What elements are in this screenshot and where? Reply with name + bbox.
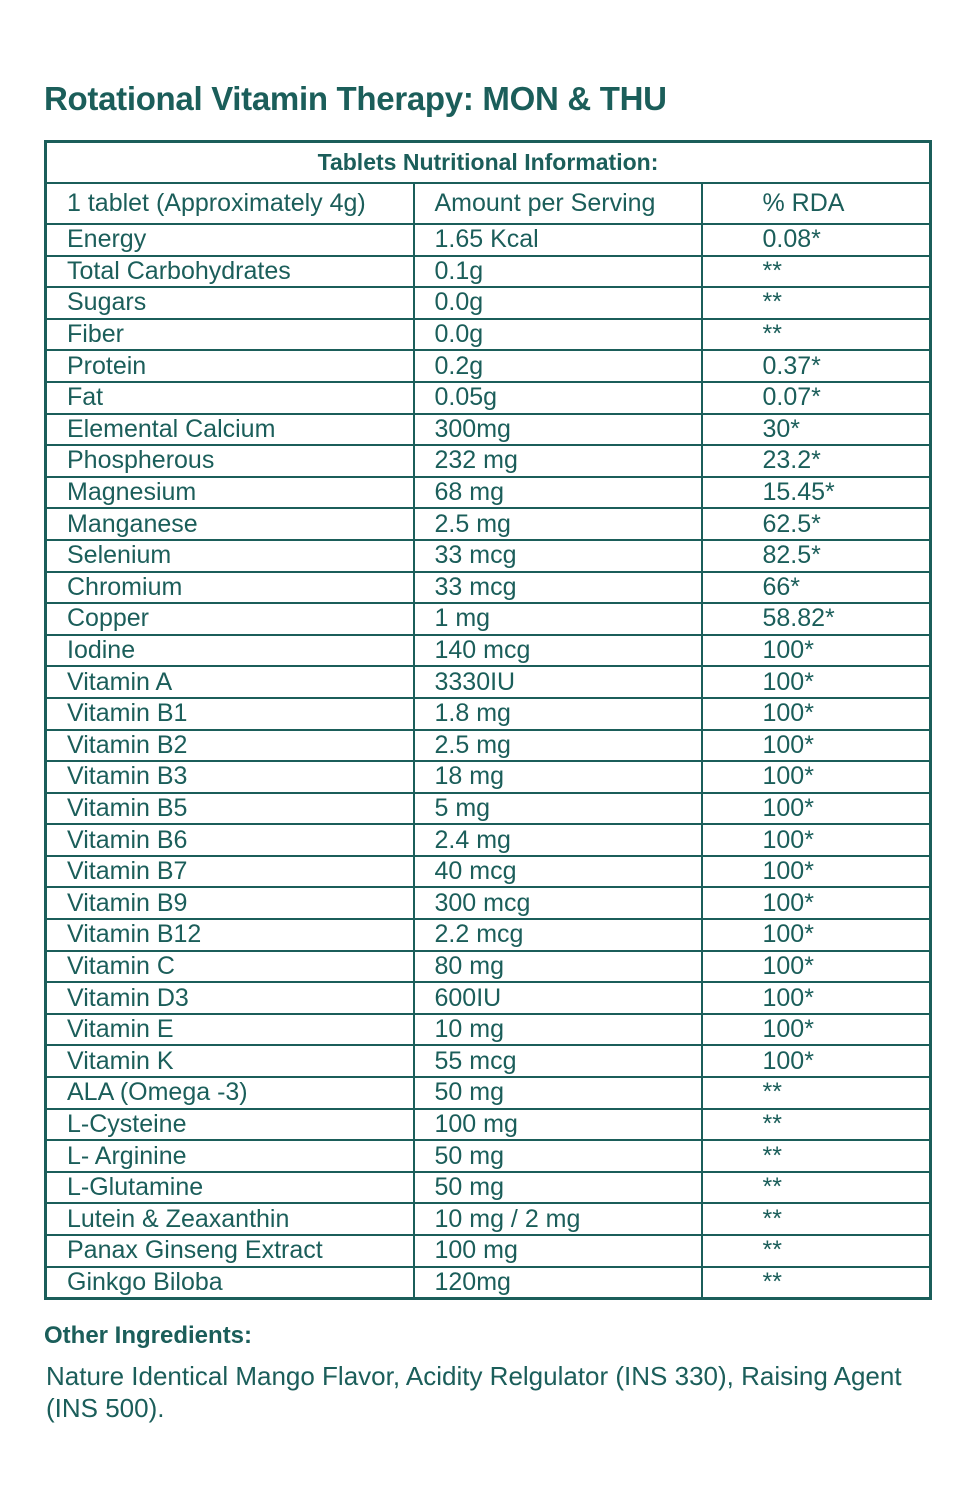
rda-cell: 100*: [702, 793, 931, 825]
nutrient-cell: Lutein & Zeaxanthin: [46, 1203, 414, 1235]
nutrient-cell: Panax Ginseng Extract: [46, 1235, 414, 1267]
rda-cell: 100*: [702, 730, 931, 762]
table-row: [46, 1109, 931, 1141]
table-row: [46, 224, 931, 256]
amount-cell: 10 mg: [414, 1014, 702, 1046]
rda-cell: 0.07*: [702, 382, 931, 414]
rda-cell: 100*: [702, 1014, 931, 1046]
table-row: [46, 1014, 931, 1046]
amount-cell: 10 mg / 2 mg: [414, 1203, 702, 1235]
nutrient-cell: Fat: [46, 382, 414, 414]
table-row: [46, 793, 931, 825]
amount-cell: 2.5 mg: [414, 508, 702, 540]
rda-cell: 100*: [702, 856, 931, 888]
nutrient-cell: Vitamin B2: [46, 730, 414, 762]
page-title: Rotational Vitamin Therapy: MON & THU: [44, 80, 667, 117]
amount-cell: 1 mg: [414, 603, 702, 635]
rda-cell: 62.5*: [702, 508, 931, 540]
table-row: [46, 414, 931, 446]
amount-cell: 1.8 mg: [414, 698, 702, 730]
table-row: [46, 1267, 931, 1299]
nutrition-table: [44, 140, 932, 1300]
rda-cell: 58.82*: [702, 603, 931, 635]
amount-cell: 80 mg: [414, 951, 702, 983]
rda-cell: 30*: [702, 414, 931, 446]
rda-cell: 100*: [702, 698, 931, 730]
amount-cell: 0.0g: [414, 287, 702, 319]
amount-cell: 55 mcg: [414, 1045, 702, 1077]
rda-cell: 82.5*: [702, 540, 931, 572]
table-row: [46, 635, 931, 667]
amount-cell: 0.1g: [414, 256, 702, 288]
nutrient-cell: L-Cysteine: [46, 1109, 414, 1141]
rda-cell: 100*: [702, 951, 931, 983]
amount-cell: 50 mg: [414, 1172, 702, 1204]
nutrient-cell: Manganese: [46, 508, 414, 540]
nutrient-cell: Vitamin B12: [46, 919, 414, 951]
rda-cell: 100*: [702, 919, 931, 951]
table-row: [46, 603, 931, 635]
rda-cell: 23.2*: [702, 445, 931, 477]
rda-cell: **: [702, 1109, 931, 1141]
table-row: [46, 445, 931, 477]
nutrient-cell: Sugars: [46, 287, 414, 319]
nutrient-cell: Vitamin B1: [46, 698, 414, 730]
table-row: [46, 287, 931, 319]
table-row: [46, 508, 931, 540]
amount-cell: 600IU: [414, 982, 702, 1014]
rda-cell: **: [702, 1235, 931, 1267]
nutrient-cell: Fiber: [46, 319, 414, 351]
nutrient-cell: Vitamin B6: [46, 824, 414, 856]
table-row: [46, 824, 931, 856]
nutrient-cell: Vitamin B3: [46, 761, 414, 793]
nutrient-cell: Vitamin D3: [46, 982, 414, 1014]
table-body: [46, 224, 931, 1299]
nutrient-cell: Vitamin C: [46, 951, 414, 983]
table-row: [46, 982, 931, 1014]
amount-cell: 50 mg: [414, 1077, 702, 1109]
rda-cell: **: [702, 1203, 931, 1235]
table-row: [46, 319, 931, 351]
nutrient-cell: Vitamin E: [46, 1014, 414, 1046]
amount-cell: 5 mg: [414, 793, 702, 825]
table-row: [46, 1203, 931, 1235]
table-row: [46, 350, 931, 382]
rda-cell: **: [702, 1172, 931, 1204]
table-row: [46, 1235, 931, 1267]
amount-cell: 0.0g: [414, 319, 702, 351]
table-row: [46, 1045, 931, 1077]
amount-cell: 0.2g: [414, 350, 702, 382]
rda-cell: **: [702, 287, 931, 319]
rda-cell: 100*: [702, 982, 931, 1014]
amount-cell: 100 mg: [414, 1109, 702, 1141]
rda-cell: 100*: [702, 1045, 931, 1077]
rda-cell: **: [702, 1077, 931, 1109]
nutrient-cell: Chromium: [46, 572, 414, 604]
amount-cell: 120mg: [414, 1267, 702, 1299]
rda-cell: 100*: [702, 887, 931, 919]
nutrient-cell: Vitamin K: [46, 1045, 414, 1077]
table-row: [46, 540, 931, 572]
table-row: [46, 919, 931, 951]
amount-cell: 100 mg: [414, 1235, 702, 1267]
table-row: [46, 887, 931, 919]
rda-cell: **: [702, 319, 931, 351]
table-row: [46, 666, 931, 698]
table-row: [46, 730, 931, 762]
table-heading: Tablets Nutritional Information:: [46, 142, 931, 184]
rda-cell: 15.45*: [702, 477, 931, 509]
amount-cell: 2.5 mg: [414, 730, 702, 762]
rda-cell: 100*: [702, 761, 931, 793]
rda-cell: 100*: [702, 824, 931, 856]
amount-cell: 2.4 mg: [414, 824, 702, 856]
amount-cell: 2.2 mcg: [414, 919, 702, 951]
rda-cell: **: [702, 1267, 931, 1299]
rda-cell: 0.37*: [702, 350, 931, 382]
nutrient-cell: Vitamin A: [46, 666, 414, 698]
amount-cell: 33 mcg: [414, 572, 702, 604]
table-row: [46, 1140, 931, 1172]
table-row: [46, 572, 931, 604]
amount-cell: 68 mg: [414, 477, 702, 509]
rda-cell: **: [702, 1140, 931, 1172]
table-row: [46, 698, 931, 730]
table-row: [46, 382, 931, 414]
nutrient-cell: Selenium: [46, 540, 414, 572]
table-row: [46, 256, 931, 288]
column-header-rda: % RDA: [702, 183, 931, 224]
nutrient-cell: Elemental Calcium: [46, 414, 414, 446]
amount-cell: 3330IU: [414, 666, 702, 698]
table-row: [46, 477, 931, 509]
nutrient-cell: ALA (Omega -3): [46, 1077, 414, 1109]
rda-cell: 100*: [702, 635, 931, 667]
column-header-nutrient: 1 tablet (Approximately 4g): [46, 183, 414, 224]
rda-cell: **: [702, 256, 931, 288]
nutrient-cell: Magnesium: [46, 477, 414, 509]
nutrient-cell: Phospherous: [46, 445, 414, 477]
nutrient-cell: Iodine: [46, 635, 414, 667]
nutrient-cell: Vitamin B5: [46, 793, 414, 825]
amount-cell: 300 mcg: [414, 887, 702, 919]
other-ingredients-text: Nature Identical Mango Flavor, Acidity Relgulator (INS 330), Raising Agent (INS 500).: [46, 1361, 902, 1423]
rda-cell: 0.08*: [702, 224, 931, 256]
amount-cell: 1.65 Kcal: [414, 224, 702, 256]
amount-cell: 50 mg: [414, 1140, 702, 1172]
amount-cell: 18 mg: [414, 761, 702, 793]
nutrient-cell: Energy: [46, 224, 414, 256]
nutrient-cell: Copper: [46, 603, 414, 635]
other-ingredients-heading: Other Ingredients:: [44, 1322, 253, 1349]
table-row: [46, 1172, 931, 1204]
table-row: [46, 761, 931, 793]
nutrient-cell: Vitamin B9: [46, 887, 414, 919]
nutrient-cell: Protein: [46, 350, 414, 382]
nutrient-cell: Ginkgo Biloba: [46, 1267, 414, 1299]
nutrient-cell: Total Carbohydrates: [46, 256, 414, 288]
table-row: [46, 1077, 931, 1109]
rda-cell: 66*: [702, 572, 931, 604]
amount-cell: 300mg: [414, 414, 702, 446]
table-row: [46, 856, 931, 888]
nutrient-cell: L-Glutamine: [46, 1172, 414, 1204]
table-row: [46, 951, 931, 983]
amount-cell: 0.05g: [414, 382, 702, 414]
column-header-row: [46, 183, 931, 224]
column-header-amount: Amount per Serving: [414, 183, 702, 224]
amount-cell: 33 mcg: [414, 540, 702, 572]
amount-cell: 232 mg: [414, 445, 702, 477]
amount-cell: 140 mcg: [414, 635, 702, 667]
nutrient-cell: L- Arginine: [46, 1140, 414, 1172]
rda-cell: 100*: [702, 666, 931, 698]
nutrient-cell: Vitamin B7: [46, 856, 414, 888]
amount-cell: 40 mcg: [414, 856, 702, 888]
